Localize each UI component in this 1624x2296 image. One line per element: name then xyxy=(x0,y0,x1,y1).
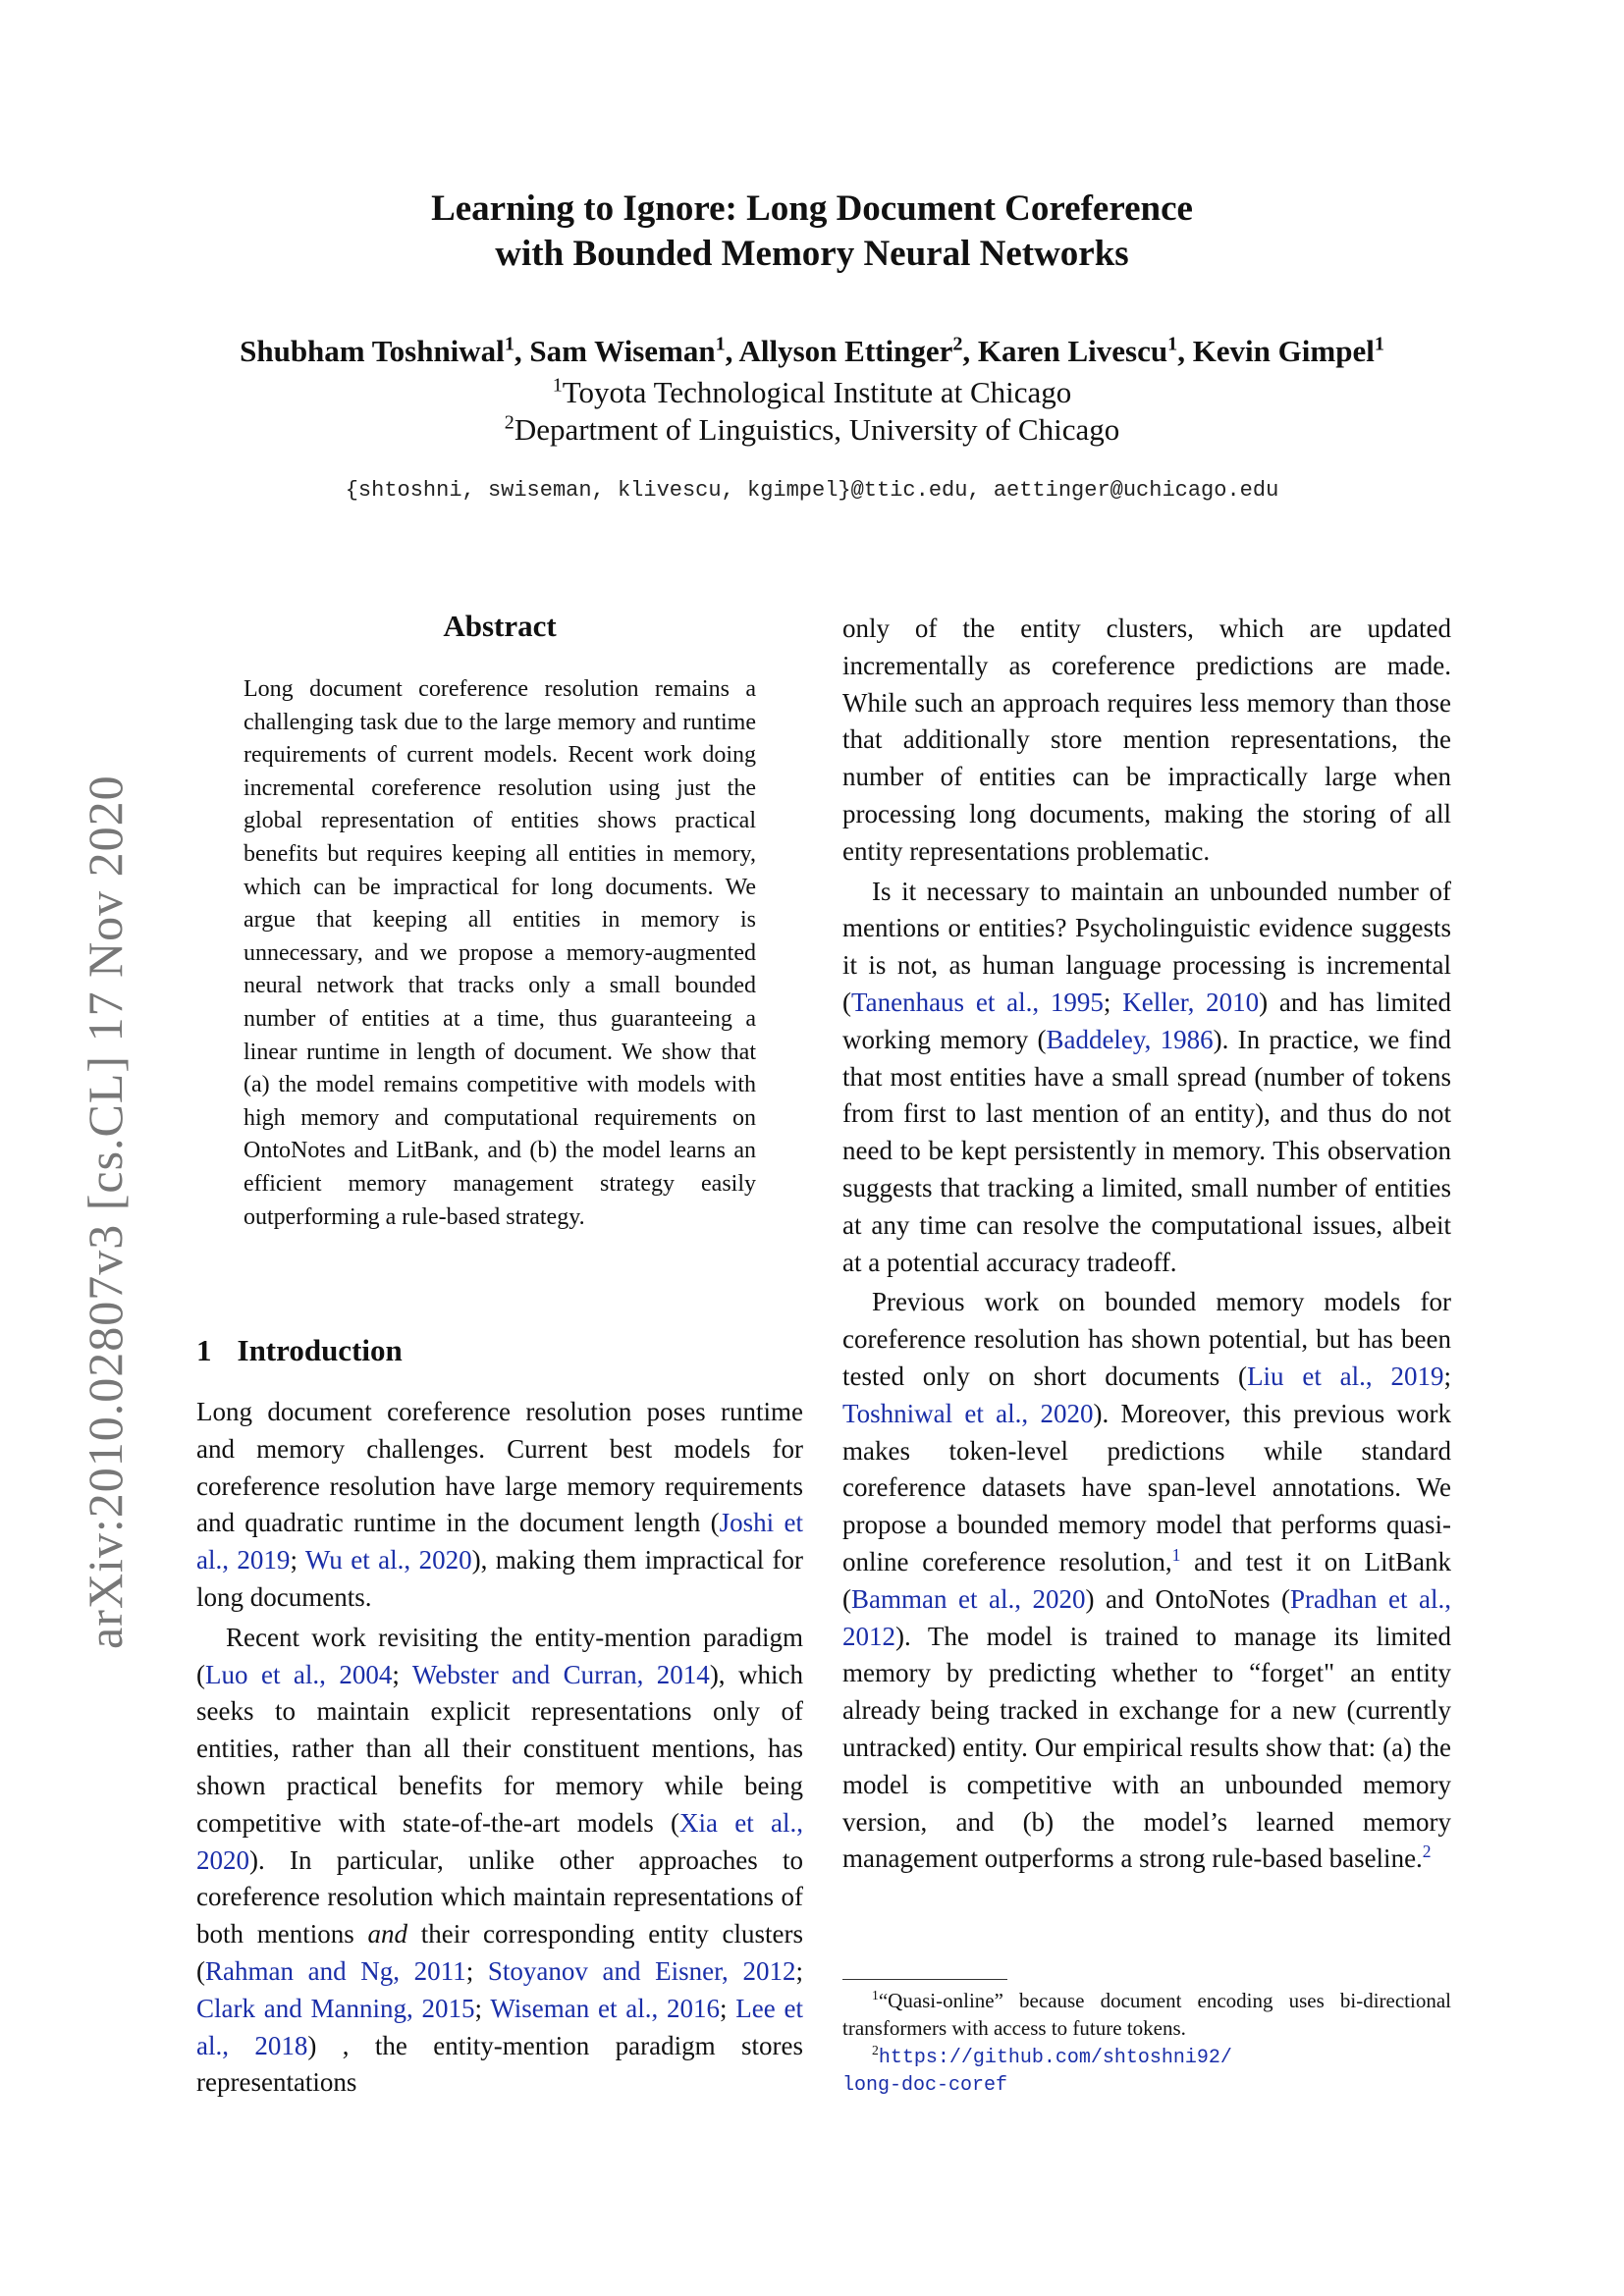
right-column-body xyxy=(842,611,1451,1878)
affiliation-name: Department of Linguistics, University of Chicago xyxy=(514,412,1120,447)
author-name: Allyson Ettinger xyxy=(738,334,953,368)
citation-link[interactable]: Keller, 2010 xyxy=(1122,987,1260,1017)
paragraph-text: ) , the entity-mention paradigm stores representations xyxy=(196,2030,803,2098)
intro-paragraph-2: Recent work revisiting the entity-mention paradigm (Luo et al., 2004; Webster and Curran, 2014), which seeks to maintain explicit representations only of entities, rather than all their constituent mentions, has shown practical benefits for memory while being competitive with state-of-the-art models (Xia et al., 2020). In particular, unlike other approaches to coreference resolution which maintain representations of both mentions and their corresponding entity clusters (Rahman and Ng, 2011; Stoyanov and Eisner, 2012; Clark and Manning, 2015; Wiseman et al., 2016; Lee et al., 2018) , the entity-mention paradigm stores representations xyxy=(196,1622,804,2098)
footnote-url[interactable]: https://github.com/shtoshni92/ xyxy=(878,2047,1232,2069)
citation-link[interactable]: Clark and Manning, 2015 xyxy=(196,1993,475,2023)
arxiv-identifier: arXiv:2010.02807v3 [cs.CL] 17 Nov 2020 xyxy=(78,774,133,1649)
citation-link[interactable]: Wu et al., 2020 xyxy=(304,1545,472,1575)
paragraph-text: Long document coreference resolution poses runtime and memory challenges. Current best models for coreference resolution have large memory requirements and quadratic runtime in the document length ( xyxy=(196,1397,803,1538)
paragraph-text: ). Moreover, this previous work makes token-level predictions while standard coreference datasets have span-level annotations. We propose a bounded memory model that performs quasi-online coreference resolution, xyxy=(842,1398,1451,1576)
paragraph-text: and test it on LitBank ( xyxy=(842,1546,1451,1614)
section-title: Introduction xyxy=(237,1333,403,1367)
paragraph-text: ). The model is trained to manage its limited memory by predicting whether to “forget" an entity already being tracked in exchange for a new (currently untracked) entity. Our empirical results show that: (a) the model is competitive with an unbounded memory version, and (b) the model’s learned memory management outperforms a strong rule-based baseline. xyxy=(842,1621,1451,1874)
intro-paragraph-2-continued: only of the entity clusters, which are updated incrementally as coreference predictions are made. While such an approach requires less memory than those that additionally store mention representations, the number of entities can be impractically large when processing long documents, making the storing of all entity representations problematic. xyxy=(842,614,1451,866)
citation-link[interactable]: Luo et al., 2004 xyxy=(205,1659,393,1689)
affiliation-name: Toyota Technological Institute at Chicago xyxy=(562,375,1072,409)
author-name: Karen Livescu xyxy=(977,334,1168,368)
footnote-1 xyxy=(842,1987,1451,2042)
paper-title xyxy=(196,187,1428,277)
paragraph-text: ). In practice, we find that most entities have a small spread (number of tokens from first to last mention of an entity), and thus do not need to be kept persistently in memory. This observation suggests that tracking a limited, small number of entities at any time can resolve the computational issues, albeit at a potential accuracy tradeoff. xyxy=(842,1024,1451,1277)
affiliation-number: 1 xyxy=(552,374,563,397)
author-name: Shubham Toshniwal xyxy=(240,334,505,368)
emphasis: and xyxy=(367,1919,408,1949)
citation-link[interactable]: Toshniwal et al., 2020 xyxy=(842,1398,1094,1428)
citation-link[interactable]: Wiseman et al., 2016 xyxy=(490,1993,720,2023)
paragraph-text: ) and has limited working memory ( xyxy=(842,987,1451,1054)
citation-link[interactable]: Xia et al., 2020 xyxy=(196,1807,803,1875)
author-affiliation-marker: 1 xyxy=(1167,333,1178,355)
citation-link[interactable]: Baddeley, 1986 xyxy=(1046,1024,1214,1054)
citation-link[interactable]: Liu et al., 2019 xyxy=(1247,1361,1444,1391)
paragraph-text: Previous work on bounded memory models for coreference resolution has shown potential, but has been tested only on short documents ( xyxy=(842,1287,1451,1391)
citation-link[interactable]: Rahman and Ng, 2011 xyxy=(205,1955,466,1986)
affiliation-2 xyxy=(196,412,1428,448)
abstract-text: Long document coreference resolution remains a challenging task due to the large memory and runtime requirements of current models. Recent work doing incremental coreference resolution using just the global representation of entities shows practical benefits but requires keeping all entities in memory, which can be impractical for long documents. We argue that keeping all entities in memory is unnecessary, and we propose a memory-augmented neural network that tracks only a small bounded number of entities at a time, thus guaranteeing a linear runtime in length of document. We show that (a) the model remains competitive with models with high memory and computational requirements on OntoNotes and LitBank, and (b) the model learns an efficient memory management strategy easily outperforming a rule-based strategy. xyxy=(244,676,756,1230)
paragraph-text: ), which seeks to maintain explicit representations only of entities, rather than all their constituent mentions, has shown practical benefits for memory while being competitive with state-of-the-art models ( xyxy=(196,1659,804,1838)
citation-link[interactable]: Pradhan et al., 2012 xyxy=(842,1583,1451,1651)
footnote-2 xyxy=(842,2042,1451,2072)
affiliation-1 xyxy=(196,375,1428,410)
intro-paragraph-1 xyxy=(196,1394,803,1617)
footnotes xyxy=(842,1987,1451,2100)
citation-link[interactable]: Lee et al., 2018 xyxy=(196,1993,803,2060)
left-column-body xyxy=(196,1394,803,2102)
citation-link[interactable]: Stoyanov and Eisner, 2012 xyxy=(487,1955,796,1986)
title-line-1: Learning to Ignore: Long Document Coreference xyxy=(431,188,1193,229)
footnote-divider xyxy=(842,1979,1007,1980)
paragraph-text: Is it necessary to maintain an unbounded number of mentions or entities? Psycholinguistic evidence suggests it is not, as human language processing is incremental ( xyxy=(842,876,1451,1017)
author-name: Sam Wiseman xyxy=(529,334,716,368)
author-affiliation-marker: 2 xyxy=(952,333,963,355)
intro-paragraph-4: Previous work on bounded memory models for coreference resolution has shown potential, but has been tested only on short documents (Liu et al., 2019; Toshniwal et al., 2020). Moreover, this previous work makes token-level predictions while standard coreference datasets have span-level annotations. We propose a bounded memory model that performs quasi-online coreference resolution,$^1$ and test it on LitBank (Bamman et al., 2020) and OntoNotes (Pradhan et al., 2012). The model is trained to manage its limited memory by predicting whether to “forget" an entity already being tracked in exchange for a new (currently untracked) entity. Our empirical results show that: (a) the model is competitive with an unbounded memory version, and (b) the model’s learned memory management outperforms a strong rule-based baseline.$^2$ xyxy=(842,1287,1452,1874)
intro-paragraph-3: Is it necessary to maintain an unbounded number of mentions or entities? Psycholinguistic evidence suggests it is not, as human language processing is incremental (Tanenhaus et al., 1995; Keller, 2010) and has limited working memory (Baddeley, 1986). In practice, we find that most entities have a small spread (number of tokens from first to last mention of an entity), and thus do not need to be kept persistently in memory. This observation suggests that tracking a limited, small number of entities at any time can resolve the computational issues, albeit at a potential accuracy tradeoff. xyxy=(842,876,1451,1277)
paragraph-text: ), making them impractical for long documents. xyxy=(196,1545,804,1612)
citation-separator: ; xyxy=(290,1545,305,1575)
footnote-marker[interactable]: 1 xyxy=(1171,1544,1181,1565)
section-number: 1 xyxy=(196,1333,212,1367)
footnote-number: 2 xyxy=(872,2043,879,2057)
abstract-heading: Abstract xyxy=(443,609,557,643)
author-emails: {shtoshni, swiseman, klivescu, kgimpel}@ttic.edu, aettinger@uchicago.edu xyxy=(345,478,1279,503)
citation-link[interactable]: Joshi et al., 2019 xyxy=(196,1508,803,1575)
paragraph-text: their corresponding entity clusters ( xyxy=(196,1919,803,1986)
footnote-number: 1 xyxy=(872,1988,879,2002)
author-affiliation-marker: 1 xyxy=(715,333,726,355)
author-name: Kevin Gimpel xyxy=(1192,334,1375,368)
affiliation-number: 2 xyxy=(504,411,514,434)
section-heading-introduction xyxy=(196,1333,403,1368)
author-affiliation-marker: 1 xyxy=(1374,333,1384,355)
footnote-url-continued[interactable]: long-doc-coref xyxy=(842,2074,1008,2097)
author-affiliation-marker: 1 xyxy=(504,333,514,355)
citation-link[interactable]: Tanenhaus et al., 1995 xyxy=(851,987,1104,1017)
paragraph-text: ). In particular, unlike other approaches to coreference resolution which maintain representations of both mentions xyxy=(196,1844,803,1949)
citation-link[interactable]: Bamman et al., 2020 xyxy=(851,1583,1086,1614)
citation-link[interactable]: Webster and Curran, 2014 xyxy=(411,1659,710,1689)
paragraph-text: ) and OntoNotes ( xyxy=(1085,1583,1291,1614)
footnote-text: “Quasi-online” because document encoding uses bi-directional transformers with access to future tokens. xyxy=(842,1989,1451,2040)
paragraph-text: Recent work revisiting the entity-mention paradigm ( xyxy=(196,1622,803,1689)
arxiv-sidebar xyxy=(18,687,135,1669)
footnote-marker[interactable]: 2 xyxy=(1422,1842,1432,1862)
title-line-2: with Bounded Memory Neural Networks xyxy=(495,234,1129,274)
author-list: Shubham Toshniwal$^1$, Sam Wiseman$^1$, Allyson Ettinger$^2$, Karen Livescu$^1$, Kevin Gimpel$^1$ xyxy=(240,333,1384,368)
